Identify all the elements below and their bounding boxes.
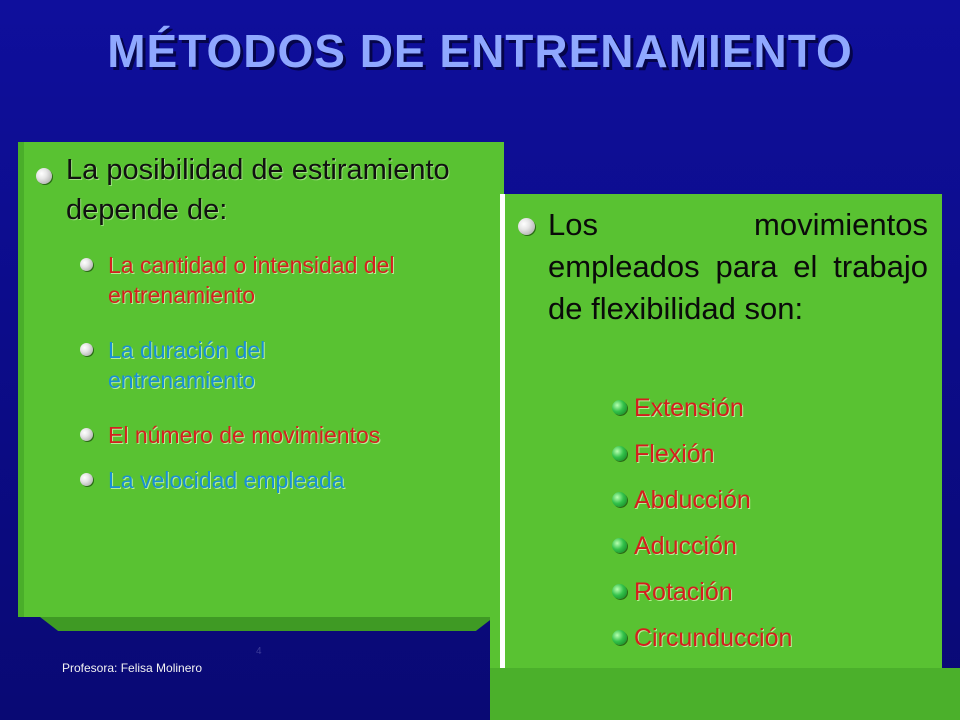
slide-title: MÉTODOS DE ENTRENAMIENTO <box>107 25 853 77</box>
left-item-2: La duración del entrenamiento <box>108 337 266 393</box>
right-item-4: Aducción <box>634 532 737 560</box>
left-item-bullet-2 <box>80 343 93 361</box>
right-item-2: Flexión <box>634 440 715 468</box>
bullet-icon <box>80 428 93 441</box>
right-item-1: Extensión <box>634 394 744 422</box>
left-item-3: El número de movimientos <box>108 422 381 448</box>
left-panel-edge <box>18 142 24 617</box>
left-item-bullet-1 <box>80 258 93 276</box>
bullet-icon <box>612 630 627 645</box>
left-panel-shadow <box>40 617 494 631</box>
right-item-5: Rotación <box>634 578 733 606</box>
bullet-icon <box>612 584 627 599</box>
left-item-1: La cantidad o intensidad del entrenamiento <box>108 252 395 308</box>
right-panel-base <box>490 668 960 720</box>
right-panel-edge <box>500 194 505 668</box>
bullet-icon <box>612 492 627 507</box>
right-item-6: Circunducción <box>634 624 793 652</box>
right-heading: Los movimientos empleados para el trabajo de flexibilidad son: <box>548 207 928 326</box>
bullet-icon <box>36 168 52 184</box>
right-item-bullet-2 <box>612 446 627 466</box>
left-item-bullet-4 <box>80 473 93 491</box>
right-item-3: Abducción <box>634 486 751 514</box>
bullet-icon <box>612 400 627 415</box>
left-item-4: La velocidad empleada <box>108 467 345 493</box>
bullet-icon <box>80 258 93 271</box>
left-heading: La posibilidad de estiramiento depende de: <box>66 154 450 226</box>
left-item-bullet-3 <box>80 428 93 446</box>
bullet-icon <box>80 473 93 486</box>
right-heading-bullet <box>518 218 535 240</box>
bullet-icon <box>612 538 627 553</box>
right-item-bullet-1 <box>612 400 627 420</box>
right-item-bullet-3 <box>612 492 627 512</box>
right-item-bullet-4 <box>612 538 627 558</box>
right-item-bullet-5 <box>612 584 627 604</box>
page-number: 4 <box>256 646 262 657</box>
footer-author: Profesora: Felisa Molinero <box>62 661 203 675</box>
bullet-icon <box>612 446 627 461</box>
right-item-bullet-6 <box>612 630 627 650</box>
left-heading-bullet <box>36 160 52 189</box>
bullet-icon <box>80 343 93 356</box>
bullet-icon <box>518 218 535 235</box>
